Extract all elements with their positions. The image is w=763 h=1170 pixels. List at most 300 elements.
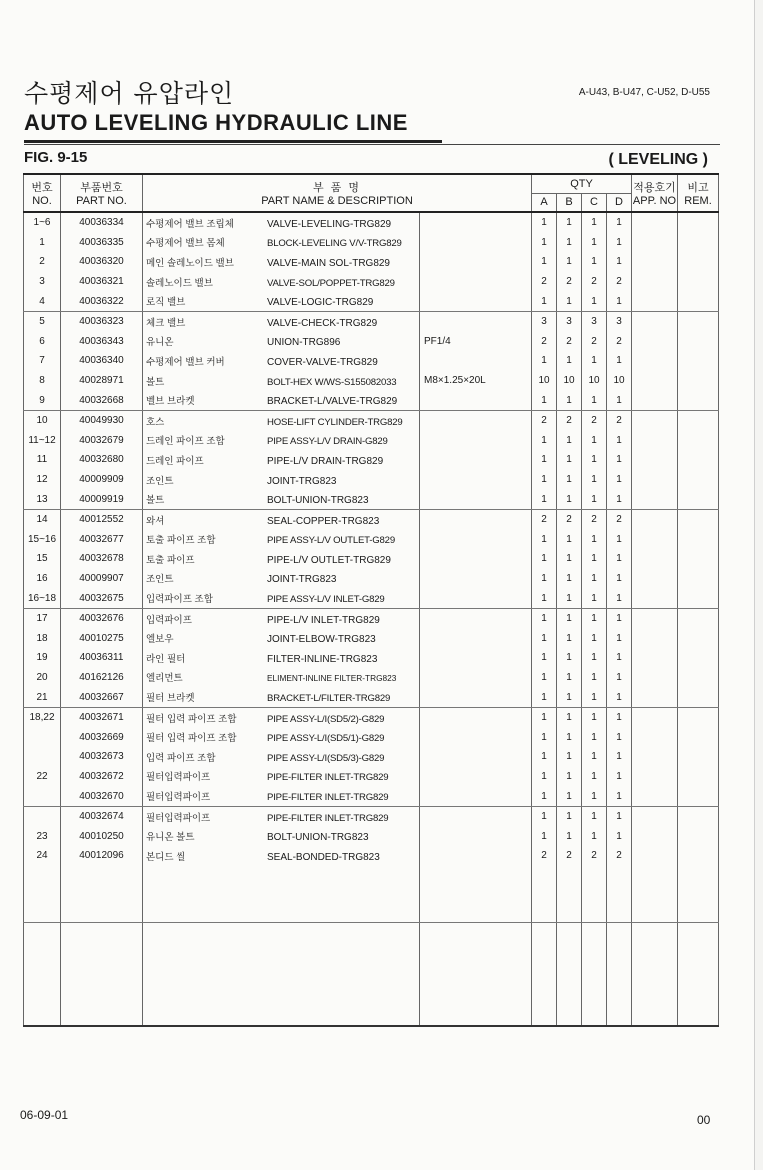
header-description (143, 174, 532, 212)
part-spec (420, 489, 532, 509)
qty-b: 1 (557, 608, 582, 628)
table-row (24, 588, 719, 608)
blank-cell (632, 922, 678, 1026)
blank-cell (607, 922, 632, 1026)
qty-d: 1 (607, 786, 632, 806)
part-name-english: COVER-VALVE-TRG829 (267, 356, 378, 368)
qty-c: 1 (582, 786, 607, 806)
part-spec (420, 252, 532, 272)
qty-a: 2 (532, 332, 557, 352)
app-no (632, 549, 678, 569)
part-name-korean: 수평제어 밸브 조립체 (146, 218, 234, 230)
qty-c: 1 (582, 767, 607, 787)
qty-a: 10 (532, 371, 557, 391)
qty-b: 1 (557, 530, 582, 550)
part-name-korean: 메인 솔레노이드 밸브 (146, 257, 234, 269)
part-name-korean: 호스 (146, 416, 165, 428)
part-name-korean: 드레인 파이프 (146, 455, 204, 467)
part-spec (420, 628, 532, 648)
qty-a: 1 (532, 351, 557, 371)
part-name-korean: 본디드 씰 (146, 851, 186, 863)
app-no (632, 826, 678, 846)
part-spec (420, 233, 532, 253)
part-spec (420, 450, 532, 470)
qty-b: 1 (557, 212, 582, 233)
part-name-korean: 필터 입력 파이프 조합 (146, 713, 237, 725)
qty-d: 1 (607, 291, 632, 311)
qty-c: 2 (582, 509, 607, 529)
qty-b: 1 (557, 806, 582, 826)
part-spec: M8×1.25×20L (420, 371, 532, 391)
part-spec (420, 212, 532, 233)
qty-c: 2 (582, 410, 607, 430)
qty-a: 2 (532, 410, 557, 430)
qty-d: 1 (607, 687, 632, 707)
qty-c: 1 (582, 291, 607, 311)
remarks (678, 371, 719, 391)
qty-c: 2 (582, 332, 607, 352)
item-number: 15 (24, 549, 61, 569)
part-number: 40032670 (61, 786, 143, 806)
part-description (143, 489, 420, 509)
qty-b: 1 (557, 826, 582, 846)
blank-cell (61, 922, 143, 1026)
blank-cell (532, 866, 557, 923)
part-name-english: BOLT-UNION-TRG823 (267, 832, 369, 844)
part-name-korean: 볼트 (146, 376, 165, 388)
app-no (632, 470, 678, 490)
item-number: 22 (24, 767, 61, 787)
table-row (24, 390, 719, 410)
part-name-english: JOINT-TRG823 (267, 574, 337, 586)
table-row (24, 291, 719, 311)
qty-b: 1 (557, 291, 582, 311)
table-row (24, 648, 719, 668)
app-no (632, 747, 678, 767)
qty-b: 1 (557, 470, 582, 490)
blank-cell (632, 866, 678, 923)
part-spec (420, 826, 532, 846)
blank-cell (557, 922, 582, 1026)
part-name-korean: 토출 파이프 조합 (146, 535, 216, 547)
part-number: 40032667 (61, 687, 143, 707)
part-number: 40036335 (61, 233, 143, 253)
blank-cell (420, 866, 532, 923)
part-number: 40036321 (61, 272, 143, 292)
remarks (678, 470, 719, 490)
part-number: 40009907 (61, 569, 143, 589)
blank-cell (532, 922, 557, 1026)
header-part-en: PART NO. (76, 195, 127, 207)
remarks (678, 390, 719, 410)
item-number: 16 (24, 569, 61, 589)
qty-c: 1 (582, 530, 607, 550)
part-description (143, 390, 420, 410)
part-description (143, 569, 420, 589)
table-row (24, 431, 719, 451)
part-number: 40036311 (61, 648, 143, 668)
blank-cell (678, 866, 719, 923)
part-description (143, 530, 420, 550)
part-name-english: PIPE ASSY-L/V OUTLET-G829 (267, 535, 395, 547)
qty-c: 1 (582, 747, 607, 767)
part-number: 40032672 (61, 767, 143, 787)
table-row (24, 530, 719, 550)
qty-c: 1 (582, 489, 607, 509)
header-app-kr: 적용호기 (633, 182, 676, 194)
part-description (143, 826, 420, 846)
table-row (24, 509, 719, 529)
part-name-english: FILTER-INLINE-TRG823 (267, 653, 378, 665)
remarks (678, 252, 719, 272)
qty-c: 1 (582, 431, 607, 451)
table-row (24, 351, 719, 371)
part-spec (420, 291, 532, 311)
qty-a: 1 (532, 668, 557, 688)
app-no (632, 332, 678, 352)
qty-c: 1 (582, 608, 607, 628)
remarks (678, 410, 719, 430)
qty-d: 1 (607, 668, 632, 688)
part-name-korean: 필터입력파이프 (146, 812, 211, 824)
item-number (24, 806, 61, 826)
qty-a: 1 (532, 747, 557, 767)
app-no (632, 687, 678, 707)
part-name-korean: 입력파이프 조합 (146, 594, 213, 606)
qty-b: 1 (557, 786, 582, 806)
part-number: 40036322 (61, 291, 143, 311)
blank-cell (582, 922, 607, 1026)
qty-d: 1 (607, 252, 632, 272)
part-spec (420, 608, 532, 628)
blank-row (24, 866, 719, 923)
part-description (143, 608, 420, 628)
qty-c: 1 (582, 727, 607, 747)
remarks (678, 489, 719, 509)
part-name-korean: 필터입력파이프 (146, 792, 211, 804)
part-number: 40012552 (61, 509, 143, 529)
item-number: 11 (24, 450, 61, 470)
qty-b: 1 (557, 687, 582, 707)
part-name-korean: 엘리먼트 (146, 673, 183, 685)
part-number: 40032673 (61, 747, 143, 767)
qty-d: 1 (607, 806, 632, 826)
table-row (24, 707, 719, 727)
qty-c: 1 (582, 707, 607, 727)
qty-d: 2 (607, 509, 632, 529)
remarks (678, 431, 719, 451)
part-name-english: VALVE-LEVELING-TRG829 (267, 218, 392, 230)
remarks (678, 509, 719, 529)
qty-c: 1 (582, 470, 607, 490)
qty-a: 1 (532, 470, 557, 490)
part-description (143, 509, 420, 529)
qty-d: 2 (607, 410, 632, 430)
part-name-korean: 필터입력파이프 (146, 772, 211, 784)
qty-a: 1 (532, 569, 557, 589)
remarks (678, 233, 719, 253)
app-no (632, 628, 678, 648)
part-name-korean: 드레인 파이프 조합 (146, 436, 225, 448)
part-name-korean: 로직 밸브 (146, 297, 186, 309)
app-no (632, 588, 678, 608)
page-title-english: AUTO LEVELING HYDRAULIC LINE (24, 110, 408, 135)
part-spec (420, 509, 532, 529)
remarks (678, 806, 719, 826)
part-name-english: JOINT-ELBOW-TRG823 (267, 634, 376, 646)
part-spec (420, 648, 532, 668)
qty-c: 3 (582, 311, 607, 331)
header-app-en: APP. NO (632, 195, 677, 207)
qty-a: 1 (532, 549, 557, 569)
qty-b: 2 (557, 332, 582, 352)
table-row (24, 212, 719, 233)
item-number: 7 (24, 351, 61, 371)
qty-b: 1 (557, 252, 582, 272)
part-number: 40012096 (61, 846, 143, 866)
table-row (24, 846, 719, 866)
app-no (632, 489, 678, 509)
part-name-korean: 솔레노이드 밸브 (146, 277, 213, 289)
blank-cell (24, 866, 61, 923)
part-spec (420, 311, 532, 331)
qty-b: 2 (557, 410, 582, 430)
part-description (143, 767, 420, 787)
table-row (24, 786, 719, 806)
part-spec (420, 687, 532, 707)
qty-d: 2 (607, 272, 632, 292)
app-no (632, 786, 678, 806)
app-no (632, 846, 678, 866)
part-number: 40032677 (61, 530, 143, 550)
qty-a: 1 (532, 530, 557, 550)
qty-d: 10 (607, 371, 632, 391)
qty-d: 1 (607, 648, 632, 668)
qty-b: 2 (557, 846, 582, 866)
qty-c: 1 (582, 212, 607, 233)
part-name-korean: 수평제어 밸브 몸체 (146, 238, 225, 250)
header-qty-c: C (582, 193, 607, 212)
part-spec (420, 390, 532, 410)
page-number: 00 (697, 1113, 711, 1127)
header-qty-b: B (557, 193, 582, 212)
part-number: 40036340 (61, 351, 143, 371)
app-no (632, 311, 678, 331)
qty-b: 1 (557, 628, 582, 648)
part-description (143, 212, 420, 233)
item-number: 18 (24, 628, 61, 648)
part-name-korean: 조인트 (146, 475, 174, 487)
part-number: 40032676 (61, 608, 143, 628)
app-no (632, 371, 678, 391)
part-description (143, 707, 420, 727)
remarks (678, 846, 719, 866)
blank-cell (420, 922, 532, 1026)
part-description (143, 648, 420, 668)
qty-a: 1 (532, 489, 557, 509)
header-no-kr: 번호 (31, 182, 53, 194)
remarks (678, 212, 719, 233)
qty-a: 1 (532, 727, 557, 747)
qty-c: 1 (582, 351, 607, 371)
header-part-no (61, 174, 143, 212)
qty-a: 1 (532, 390, 557, 410)
item-number: 17 (24, 608, 61, 628)
part-spec (420, 727, 532, 747)
remarks (678, 826, 719, 846)
part-name-korean: 벨브 브라켓 (146, 396, 195, 408)
part-description (143, 786, 420, 806)
part-name-english: PIPE-L/V INLET-TRG829 (267, 614, 380, 626)
part-description (143, 470, 420, 490)
item-number: 1~6 (24, 212, 61, 233)
part-number: 40036343 (61, 332, 143, 352)
item-number: 3 (24, 272, 61, 292)
part-spec (420, 668, 532, 688)
header-no (24, 174, 61, 212)
part-name-english: PIPE-L/V DRAIN-TRG829 (267, 455, 384, 467)
qty-d: 1 (607, 351, 632, 371)
header-part-kr: 부품번호 (80, 182, 123, 194)
part-spec (420, 530, 532, 550)
part-description (143, 272, 420, 292)
table-row (24, 767, 719, 787)
item-number: 8 (24, 371, 61, 391)
table-row (24, 668, 719, 688)
app-no (632, 212, 678, 233)
item-number: 24 (24, 846, 61, 866)
qty-a: 1 (532, 252, 557, 272)
part-name-english: PIPE-FILTER INLET-TRG829 (267, 812, 389, 824)
table-row (24, 806, 719, 826)
app-no (632, 668, 678, 688)
part-name-korean: 체크 밸브 (146, 317, 186, 329)
qty-c: 1 (582, 628, 607, 648)
app-no (632, 272, 678, 292)
item-number (24, 786, 61, 806)
remarks (678, 450, 719, 470)
part-spec (420, 707, 532, 727)
table-row (24, 747, 719, 767)
part-number: 40032678 (61, 549, 143, 569)
item-number: 11~12 (24, 431, 61, 451)
qty-a: 1 (532, 608, 557, 628)
qty-d: 1 (607, 390, 632, 410)
remarks (678, 332, 719, 352)
table-header-row (24, 174, 719, 193)
qty-d: 1 (607, 569, 632, 589)
qty-c: 1 (582, 648, 607, 668)
remarks (678, 707, 719, 727)
header-rem-en: REM. (684, 195, 712, 207)
part-name-english: UNION-TRG896 (267, 337, 341, 349)
item-number (24, 747, 61, 767)
part-number: 40010275 (61, 628, 143, 648)
item-number: 15~16 (24, 530, 61, 550)
qty-d: 1 (607, 767, 632, 787)
app-no (632, 806, 678, 826)
part-name-english: SEAL-BONDED-TRG823 (267, 851, 380, 863)
remarks (678, 291, 719, 311)
table-row (24, 233, 719, 253)
qty-c: 1 (582, 588, 607, 608)
part-name-english: PIPE ASSY-L/I(SD5/2)-G829 (267, 713, 385, 725)
qty-b: 2 (557, 272, 582, 292)
qty-a: 2 (532, 846, 557, 866)
qty-d: 3 (607, 311, 632, 331)
figure-number: FIG. 9-15 (24, 149, 88, 166)
part-spec (420, 410, 532, 430)
app-no (632, 707, 678, 727)
remarks (678, 628, 719, 648)
qty-c: 1 (582, 668, 607, 688)
table-row (24, 687, 719, 707)
part-description (143, 371, 420, 391)
qty-a: 1 (532, 291, 557, 311)
part-description (143, 233, 420, 253)
part-name-english: SEAL-COPPER-TRG823 (267, 515, 380, 527)
app-no (632, 252, 678, 272)
table-row (24, 252, 719, 272)
table-row (24, 450, 719, 470)
part-name-english: BLOCK-LEVELING V/V-TRG829 (267, 238, 402, 250)
qty-d: 1 (607, 747, 632, 767)
part-description (143, 727, 420, 747)
qty-d: 1 (607, 450, 632, 470)
part-number: 40049930 (61, 410, 143, 430)
part-description (143, 431, 420, 451)
item-number: 20 (24, 668, 61, 688)
part-spec (420, 767, 532, 787)
part-name-korean: 볼트 (146, 495, 165, 507)
blank-cell (557, 866, 582, 923)
header-no-en: NO. (32, 195, 52, 207)
section-label: ( LEVELING ) (608, 151, 708, 168)
qty-b: 1 (557, 668, 582, 688)
app-no (632, 608, 678, 628)
qty-b: 1 (557, 390, 582, 410)
part-spec (420, 272, 532, 292)
part-description (143, 628, 420, 648)
part-spec (420, 588, 532, 608)
part-number: 40036320 (61, 252, 143, 272)
part-number: 40032675 (61, 588, 143, 608)
table-row (24, 371, 719, 391)
part-description (143, 291, 420, 311)
app-no (632, 648, 678, 668)
part-name-english: HOSE-LIFT CYLINDER-TRG829 (267, 416, 403, 428)
part-spec (420, 786, 532, 806)
table-row (24, 727, 719, 747)
part-name-english: BOLT-UNION-TRG823 (267, 495, 369, 507)
part-number: 40036334 (61, 212, 143, 233)
qty-a: 2 (532, 509, 557, 529)
remarks (678, 351, 719, 371)
qty-b: 1 (557, 233, 582, 253)
qty-d: 1 (607, 470, 632, 490)
qty-c: 1 (582, 569, 607, 589)
part-name-korean: 유니온 볼트 (146, 832, 195, 844)
table-row (24, 410, 719, 430)
app-no (632, 727, 678, 747)
item-number: 16~18 (24, 588, 61, 608)
header-qty-d: D (607, 193, 632, 212)
qty-c: 2 (582, 272, 607, 292)
qty-d: 1 (607, 431, 632, 451)
part-name-korean: 수평제어 밸브 커버 (146, 356, 225, 368)
header-rem-kr: 비고 (687, 182, 709, 194)
header-qty: QTY (532, 174, 632, 193)
